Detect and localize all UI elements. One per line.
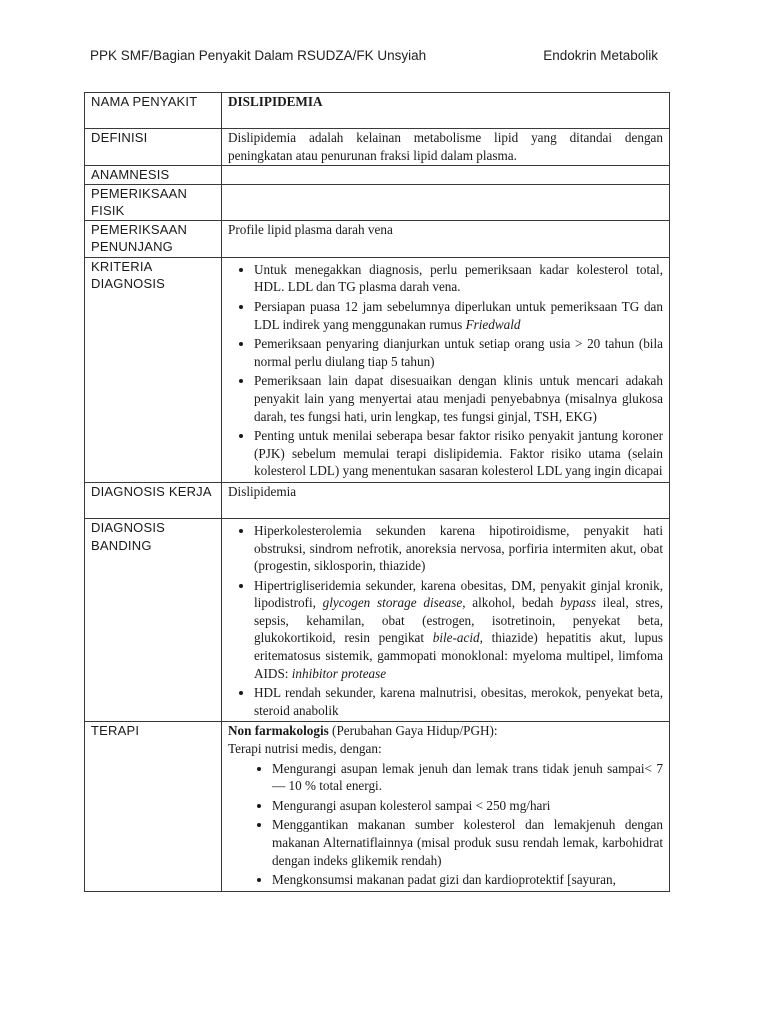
list-item [254, 298, 663, 333]
list-item: • Mengurangi asupan kolesterol sampai < 250 mg/hari [272, 797, 663, 815]
row-terapi [85, 722, 670, 891]
terapi-heading [228, 722, 663, 740]
row-anamnesis [85, 166, 670, 185]
list-item-text: , alkohol, bedah [462, 595, 561, 611]
label-nama-penyakit: NAMA PENYAKIT [85, 93, 222, 129]
terapi-intro: Terapi nutrisi medis, dengan: [228, 741, 382, 757]
label-anamnesis: ANAMNESIS [85, 166, 222, 185]
label-terapi: TERAPI [85, 722, 222, 891]
list-item [254, 577, 663, 683]
value-definisi: Dislipidemia adalah kelainan metabolisme lipid yang ditandai dengan peningkatan atau penurunan fraksi lipid dalam plasma. [222, 129, 670, 166]
list-item-italic: Friedwald [465, 316, 521, 332]
row-pemeriksaan-penunjang [85, 220, 670, 257]
terapi-list [228, 760, 663, 889]
list-item-text: Persiapan puasa 12 jam sebelumnya diperlukan untuk pemeriksaan TG dan LDL indirek yang menggunakan rumus [254, 298, 663, 332]
list-item-text: ileal, stres, sepsis, kehamilan, obat (estrogen, isotretinoin, penyekat beta, glukokortikoid, resin pengikat [254, 595, 663, 646]
list-item: • Untuk menegakkan diagnosis, perlu pemeriksaan kadar kolesterol total, HDL. LDL dan TG plasma darah vena. [254, 261, 663, 296]
kriteria-list [228, 261, 663, 480]
list-item-text: Hipertrigliseridemia sekunder, karena obesitas, DM, penyakit ginjal kronik, lipodistrofi, [254, 577, 663, 611]
label-kriteria-diagnosis: KRITERIA DIAGNOSIS [85, 257, 222, 482]
value-diagnosis-kerja: Dislipidemia [222, 482, 670, 518]
list-item: • Pemeriksaan penyaring dianjurkan untuk setiap orang usia > 20 tahun (bila normal perlu diulang tiap 5 tahun) [254, 335, 663, 370]
list-item: • Penting untuk menilai seberapa besar faktor risiko penyakit jantung koroner (PJK) sebelum memulai terapi dislipidemia. Faktor risiko utama (selain kolesterol LDL) yang menentukan sasaran kolesterol LDL yang ingin dicapai [254, 427, 663, 480]
list-item-italic: inhibitor protease [291, 665, 387, 681]
label-pemeriksaan-fisik: PEMERIKSAAN FISIK [85, 184, 222, 220]
list-item: • Menggantikan makanan sumber kolesterol dan lemakjenuh dengan makanan Alternatiflainnya (misal produk susu rendah lemak, karbohidrat dengan indeks glikemik rendah) [272, 816, 663, 869]
page-header [90, 48, 658, 63]
label-pemeriksaan-penunjang: PEMERIKSAAN PENUNJANG [85, 220, 222, 257]
value-diagnosis-banding [222, 518, 670, 722]
terapi-heading-rest: (Perubahan Gaya Hidup/PGH): [328, 723, 498, 739]
list-item: • HDL rendah sekunder, karena malnutrisi, obesitas, merokok, penyekat beta, steroid anabolik [254, 684, 663, 719]
list-item-text: , thiazide) hepatitis akut, lupus eritematosus sistemik, gammopati monoklonal: myeloma multipel, limfoma AIDS: [254, 630, 663, 681]
value-nama-penyakit: DISLIPIDEMIA [222, 93, 670, 129]
label-diagnosis-kerja: DIAGNOSIS KERJA [85, 482, 222, 518]
row-diagnosis-banding [85, 518, 670, 722]
list-item: • Mengurangi asupan lemak jenuh dan lemak trans tidak jenuh sampai< 7 — 10 % total energi. [272, 760, 663, 795]
row-kriteria-diagnosis [85, 257, 670, 482]
value-pemeriksaan-fisik [222, 184, 670, 220]
label-definisi: DEFINISI [85, 129, 222, 166]
value-terapi [222, 722, 670, 891]
clinical-guideline-table [84, 92, 670, 892]
banding-list [228, 522, 663, 720]
row-pemeriksaan-fisik [85, 184, 670, 220]
row-nama-penyakit [85, 93, 670, 129]
list-item: • Mengkonsumsi makanan padat gizi dan kardioprotektif [sayuran, [272, 871, 663, 889]
row-diagnosis-kerja [85, 482, 670, 518]
terapi-heading-bold: Non farmakologis [228, 723, 329, 739]
header-section: Endokrin Metabolik [543, 48, 658, 63]
label-diagnosis-banding: DIAGNOSIS BANDING [85, 518, 222, 722]
list-item-italic: bile-acid [432, 630, 480, 646]
header-institution: PPK SMF/Bagian Penyakit Dalam RSUDZA/FK Unsyiah [90, 48, 427, 63]
list-item-italic: bypass [560, 595, 597, 611]
list-item-italic: glycogen storage disease [322, 595, 463, 611]
value-kriteria-diagnosis [222, 257, 670, 482]
value-anamnesis [222, 166, 670, 185]
list-item: • Hiperkolesterolemia sekunden karena hipotiroidisme, penyakit hati obstruksi, sindrom nefrotik, anoreksia nervosa, porfiria intermiten akut, obat (progestin, siklosporin, thiazide) [254, 522, 663, 575]
value-pemeriksaan-penunjang: Profile lipid plasma darah vena [222, 220, 670, 257]
list-item: • Pemeriksaan lain dapat disesuaikan dengan klinis untuk mencari adakah penyakit lain yang menyertai atau menjadi penyebabnya (misalnya glukosa darah, tes fungsi hati, urin lengkap, tes fungsi ginjal, TSH, EKG) [254, 372, 663, 425]
row-definisi [85, 129, 670, 166]
